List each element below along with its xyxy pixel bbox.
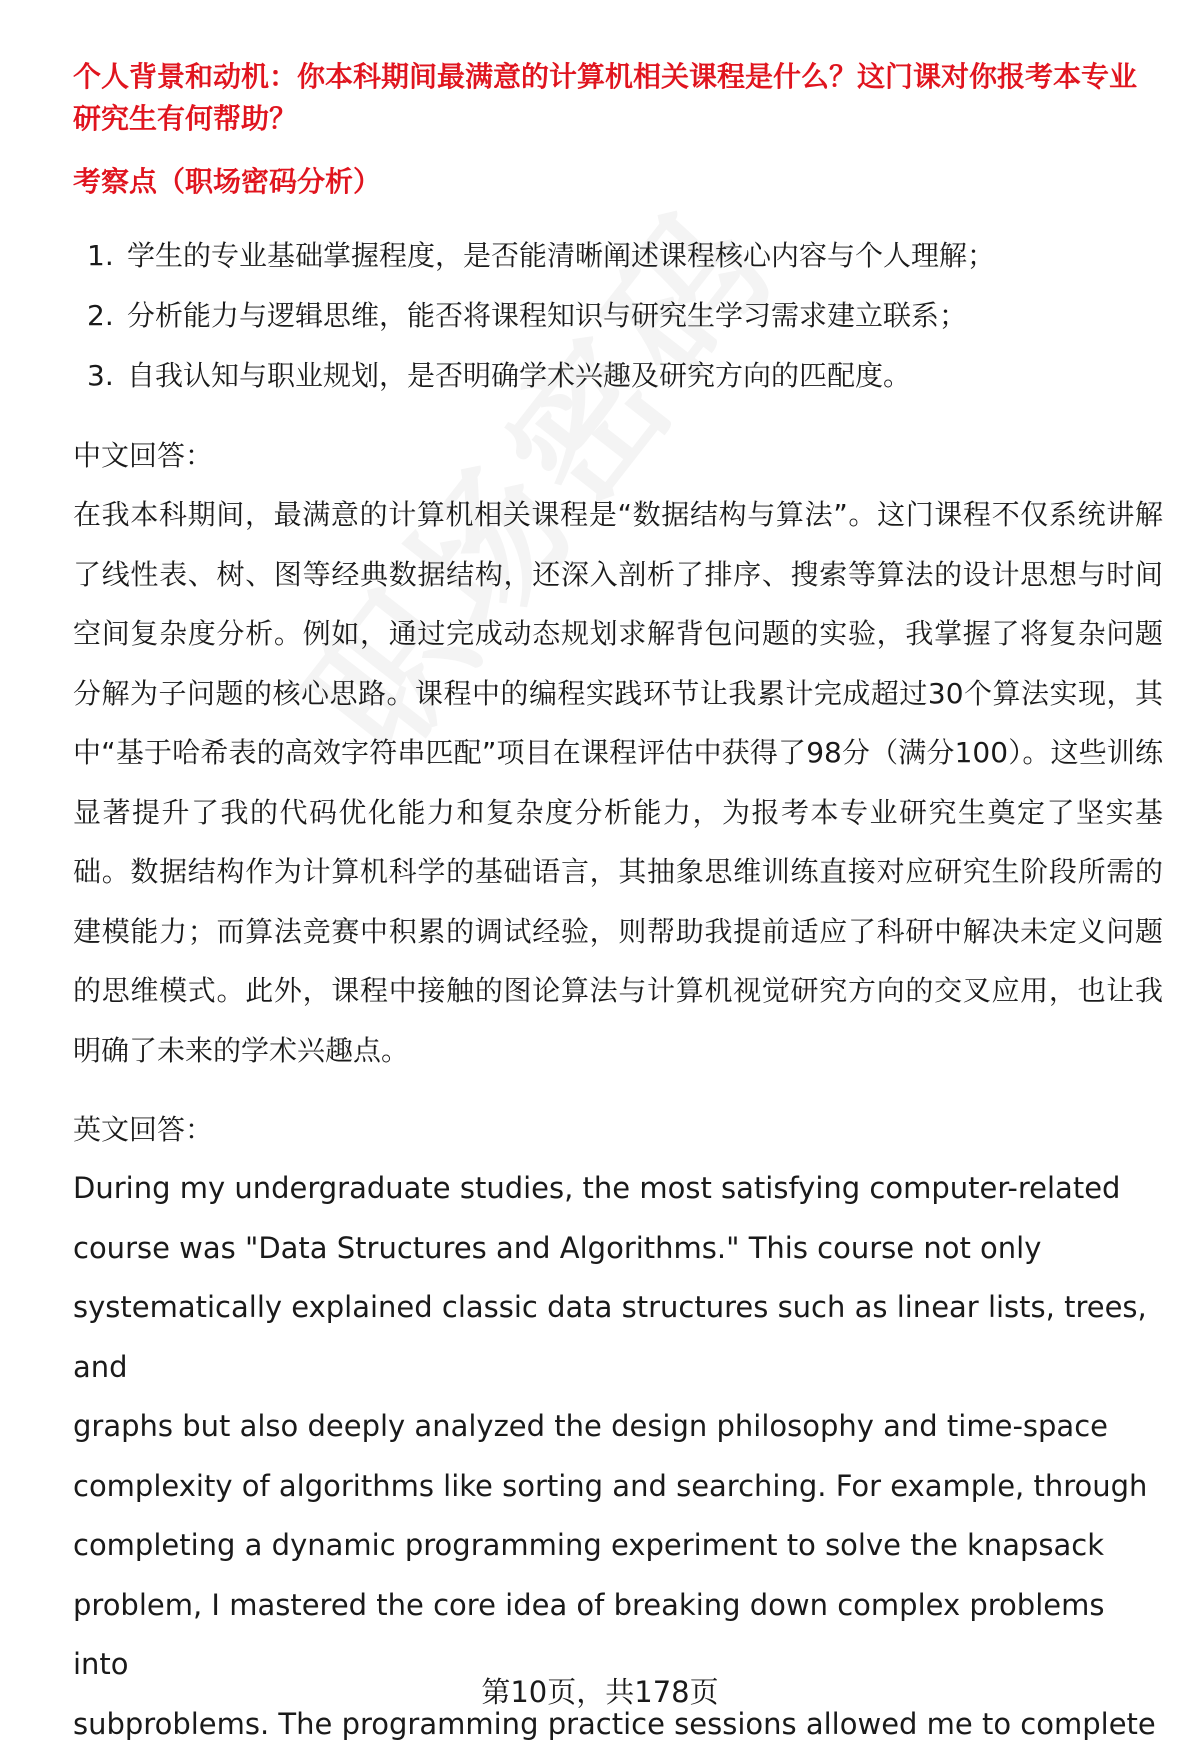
english-answer-text xyxy=(73,1159,1163,1754)
assessment-point xyxy=(73,226,1163,286)
english-answer-line: completing a dynamic programming experiment to solve the knapsack xyxy=(73,1528,1104,1562)
assessment-point xyxy=(73,286,1163,346)
english-answer-label: 英文回答： xyxy=(73,1113,214,1146)
point-number: 3. xyxy=(87,359,114,392)
english-answer-line: graphs but also deeply analyzed the design philosophy and time-space xyxy=(73,1409,1108,1443)
point-number: 2. xyxy=(87,299,114,332)
english-answer-line: problem, I mastered the core idea of breaking down complex problems into xyxy=(73,1587,1105,1681)
page-content xyxy=(73,56,1163,1754)
point-text: 学生的专业基础掌握程度，是否能清晰阐述课程核心内容与个人理解； xyxy=(127,239,996,272)
point-text: 分析能力与逻辑思维，能否将课程知识与研究生学习需求建立联系； xyxy=(127,299,968,332)
english-answer-line: course was "Data Structures and Algorithms." This course not only xyxy=(73,1230,1042,1265)
assessment-heading: 考察点（职场密码分析） xyxy=(73,165,382,198)
assessment-point xyxy=(73,346,1163,406)
english-answer-line: systematically explained classic data structures such as linear lists, trees, and xyxy=(73,1290,1147,1384)
chinese-answer-label: 中文回答： xyxy=(73,439,214,472)
question-title: 个人背景和动机：你本科期间最满意的计算机相关课程是什么？这门课对你报考本专业研究生有何帮助？ xyxy=(73,60,1138,135)
english-answer-line: During my undergraduate studies, the most satisfying computer-related xyxy=(73,1171,1121,1205)
assessment-points-list xyxy=(73,226,1163,406)
page-number-footer: 第10页，共178页 xyxy=(481,1675,719,1709)
point-text: 自我认知与职业规划，是否明确学术兴趣及研究方向的匹配度。 xyxy=(127,359,912,392)
chinese-answer-text: 在我本科期间，最满意的计算机相关课程是“数据结构与算法”。这门课程不仅系统讲解了线性表、树、图等经典数据结构，还深入剖析了排序、搜索等算法的设计思想与时间空间复杂度分析。例如，通过完成动态规划求解背包问题的实验，我掌握了将复杂问题分解为子问题的核心思路。课程中的编程实践环节让我累计完成超过30个算法实现，其中“基于哈希表的高效字符串匹配”项目在课程评估中获得了98分（满分100）。这些训练显著提升了我的代码优化能力和复杂度分析能力，为报考本专业研究生奠定了坚实基础。数据结构作为计算机科学的基础语言，其抽象思维训练直接对应研究生阶段所需的建模能力；而算法竞赛中积累的调试经验，则帮助我提前适应了科研中解决未定义问题的思维模式。此外，课程中接触的图论算法与计算机视觉研究方向的交叉应用，也让我明确了未来的学术兴趣点。 xyxy=(73,498,1163,1067)
english-answer-line: subproblems. The programming practice sessions allowed me to complete xyxy=(73,1706,1156,1741)
point-number: 1. xyxy=(87,239,114,272)
english-answer-line: complexity of algorithms like sorting and searching. For example, through xyxy=(73,1468,1148,1503)
